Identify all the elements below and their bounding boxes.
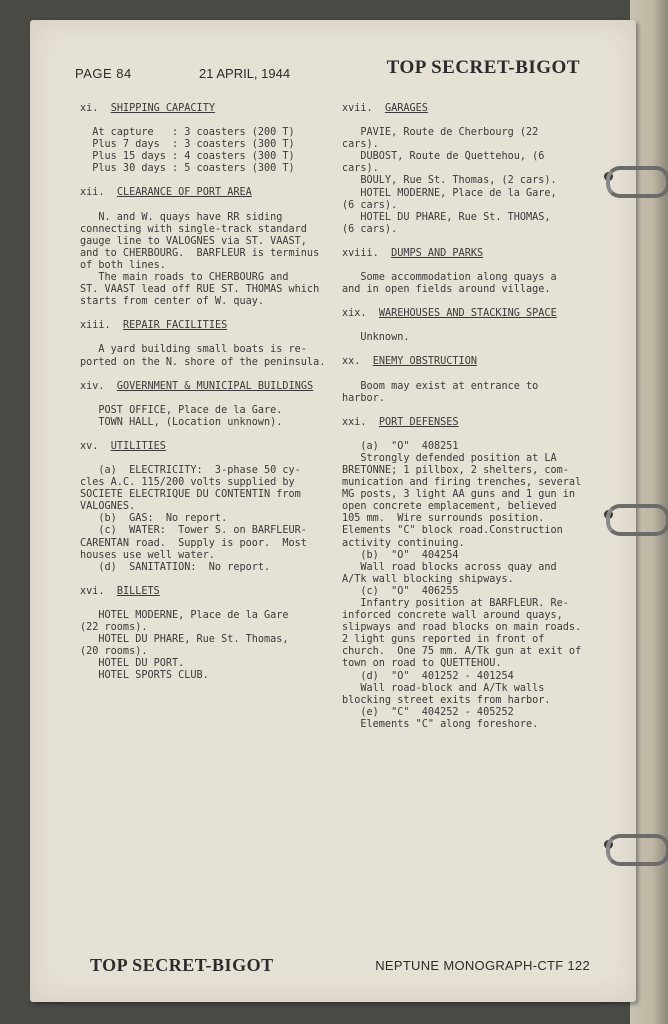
text-line: DUBOST, Route de Quettehou, (6 — [342, 151, 545, 163]
text-line: Elements "C" block road.Construction — [342, 525, 563, 537]
text-line: Wall road blocks across quay and — [342, 561, 557, 573]
section-gap — [80, 369, 335, 381]
section-title: WAREHOUSES AND STACKING SPACE — [378, 308, 557, 320]
section-heading — [80, 381, 335, 393]
text-line: town on road to QUETTEHOU. — [342, 658, 502, 670]
text-line: (c) WATER: Tower S. on BARFLEUR- — [80, 525, 307, 537]
section-heading — [342, 417, 592, 429]
text-line: HOTEL DU PHARE, Rue St. THOMAS, — [342, 211, 551, 223]
section — [342, 103, 592, 248]
section-gap — [342, 405, 592, 417]
text-line: munication and firing trenches, several — [342, 477, 582, 489]
classification-footer: TOP SECRET-BIGOT — [90, 955, 274, 975]
text-line: At capture : 3 coasters (200 T) — [80, 127, 295, 139]
text-line: (b) GAS: No report. — [80, 513, 228, 525]
section-heading — [342, 356, 592, 368]
text-line: inforced concrete wall around quays, — [342, 610, 563, 622]
section-title: ENEMY OBSTRUCTION — [372, 356, 477, 368]
text-line: starts from center of W. quay. — [80, 296, 265, 308]
text-line: 105 mm. Wire surrounds position. — [342, 513, 545, 525]
section-title: SHIPPING CAPACITY — [110, 103, 215, 114]
text-line: SOCIETE ELECTRIQUE DU CONTENTIN from — [80, 489, 301, 501]
section-number: xi. — [80, 103, 99, 114]
section-title: DUMPS AND PARKS — [391, 247, 484, 259]
text-line: houses use well water. — [80, 549, 215, 561]
text-line: The main roads to CHERBOURG and — [80, 272, 289, 284]
section-title: CLEARANCE OF PORT AREA — [116, 187, 252, 199]
section-number: xvii. — [342, 103, 373, 114]
section-number: xiii. — [80, 320, 111, 332]
text-line: HOTEL SPORTS CLUB. — [80, 670, 209, 682]
text-line: CARENTAN road. Supply is poor. Most — [80, 537, 307, 549]
section — [80, 103, 335, 187]
section-title: REPAIR FACILITIES — [122, 320, 228, 332]
text-line: cles A.C. 115/200 volts supplied by — [80, 477, 295, 489]
section-heading — [80, 586, 335, 598]
text-line: connecting with single-track standard — [80, 223, 307, 235]
classification-header: TOP SECRET-BIGOT — [386, 57, 580, 78]
text-line: BOULY, Rue St. Thomas, (2 cars). — [342, 175, 557, 187]
page-header — [75, 57, 580, 86]
text-line: open concrete emplacement, believed — [342, 501, 557, 513]
text-line: Plus 30 days : 5 coasters (300 T) — [80, 163, 295, 175]
text-line: TOWN HALL, (Location unknown). — [80, 416, 283, 428]
text-line: ST. VAAST lead off RUE ST. THOMAS which — [80, 284, 320, 296]
text-line: Plus 15 days : 4 coasters (300 T) — [80, 151, 295, 163]
text-line: HOTEL MODERNE, Place de la Gare — [80, 609, 289, 621]
right-column — [342, 103, 592, 743]
text-line: (20 rooms). — [80, 646, 148, 658]
text-line: Strongly defended position at LA — [342, 452, 557, 464]
section — [80, 187, 335, 320]
monograph-label: NEPTUNE MONOGRAPH-CTF 122 — [375, 958, 590, 973]
section-heading — [80, 320, 335, 332]
section-number: xx. — [342, 356, 361, 368]
text-line: (e) "C" 404252 - 405252 — [342, 706, 514, 718]
section-gap — [342, 236, 592, 248]
section-title: GARAGES — [384, 103, 428, 114]
text-line: 2 light guns reported in front of — [342, 634, 545, 646]
binder-ring — [606, 834, 668, 866]
text-line: Unknown. — [342, 332, 410, 344]
section-gap — [80, 574, 335, 586]
text-line: Infantry position at BARFLEUR. Re- — [342, 598, 569, 609]
section-number: xvi. — [80, 585, 105, 597]
section-gap — [80, 308, 335, 320]
section-title: GOVERNMENT & MUNICIPAL BUILDINGS — [116, 380, 314, 392]
text-line: harbor. — [342, 392, 385, 404]
section — [80, 441, 335, 586]
section-gap — [80, 682, 335, 694]
section-number: xxi. — [342, 416, 367, 428]
text-line: Wall road-block and A/Tk walls — [342, 682, 545, 694]
section-gap — [80, 175, 335, 187]
section-number: xii. — [80, 187, 105, 199]
section — [80, 381, 335, 441]
text-line: Plus 7 days : 3 coasters (300 T) — [80, 139, 295, 151]
text-line: BRETONNE; 1 pillbox, 2 shelters, com- — [342, 464, 569, 476]
document-date: 21 APRIL, 1944 — [199, 66, 291, 81]
section-heading — [342, 308, 592, 320]
text-line: and to CHERBOURG. BARFLEUR is terminus — [80, 247, 320, 259]
text-line: (b) "O" 404254 — [342, 549, 459, 561]
text-line: (6 cars). — [342, 199, 398, 211]
section — [342, 308, 592, 356]
section — [342, 417, 592, 743]
text-line: church. One 75 mm. A/Tk gun at exit of — [342, 646, 582, 658]
section-gap — [342, 731, 592, 743]
section-gap — [342, 344, 592, 356]
text-line: (d) "O" 401252 - 401254 — [342, 670, 514, 682]
section — [80, 586, 335, 695]
text-line: gauge line to VALOGNES via ST. VAAST, — [80, 235, 307, 247]
section-heading — [80, 187, 335, 199]
binder-ring — [606, 504, 668, 536]
text-line: cars). — [342, 139, 379, 151]
section-title: BILLETS — [116, 585, 160, 597]
section-number: xiv. — [80, 380, 105, 392]
page-footer — [90, 955, 590, 979]
section-number: xv. — [80, 440, 99, 452]
section-gap — [80, 429, 335, 441]
text-line: Boom may exist at entrance to — [342, 380, 539, 392]
left-column — [80, 103, 335, 694]
binder-ring — [606, 166, 668, 198]
text-line: (a) ELECTRICITY: 3-phase 50 cy- — [80, 464, 301, 476]
section-heading — [80, 103, 335, 115]
text-line: (6 cars). — [342, 223, 398, 235]
text-line: MG posts, 3 light AA guns and 1 gun in — [342, 489, 576, 501]
text-line: N. and W. quays have RR siding — [80, 211, 283, 223]
text-line: A yard building small boats is re- — [80, 344, 307, 356]
text-line: (c) "O" 406255 — [342, 585, 459, 597]
text-line: slipways and road blocks on main roads. — [342, 622, 582, 634]
text-line: ported on the N. shore of the peninsula. — [80, 356, 326, 368]
section-heading — [80, 441, 335, 453]
section — [342, 356, 592, 416]
text-line: (d) SANITATION: No report. — [80, 561, 271, 573]
text-line: Elements "C" along foreshore. — [342, 718, 539, 730]
section — [80, 320, 335, 380]
page-number: PAGE 84 — [75, 66, 132, 81]
section-heading — [342, 248, 592, 260]
text-line: blocking street exits from harbor. — [342, 694, 551, 706]
text-line: of both lines. — [80, 259, 166, 271]
text-line: VALOGNES. — [80, 501, 136, 513]
section-heading — [342, 103, 592, 115]
text-line: HOTEL DU PORT. — [80, 658, 185, 670]
text-line: PAVIE, Route de Cherbourg (22 — [342, 127, 539, 139]
section-title: PORT DEFENSES — [378, 416, 459, 428]
section-gap — [342, 296, 592, 308]
section-number: xix. — [342, 308, 367, 320]
text-line: cars). — [342, 163, 379, 175]
section-title: UTILITIES — [110, 440, 166, 452]
text-line: POST OFFICE, Place de la Gare. — [80, 404, 283, 416]
text-line: (22 rooms). — [80, 622, 148, 633]
text-line: and in open fields around village. — [342, 284, 551, 296]
text-line: A/Tk wall blocking shipways. — [342, 573, 514, 585]
text-line: Some accommodation along quays a — [342, 272, 557, 284]
text-line: activity continuing. — [342, 537, 465, 549]
text-line: HOTEL MODERNE, Place de la Gare, — [342, 187, 557, 199]
text-line: HOTEL DU PHARE, Rue St. Thomas, — [80, 634, 289, 646]
section — [342, 248, 592, 308]
section-number: xviii. — [342, 247, 379, 259]
text-line: (a) "O" 408251 — [342, 440, 459, 452]
